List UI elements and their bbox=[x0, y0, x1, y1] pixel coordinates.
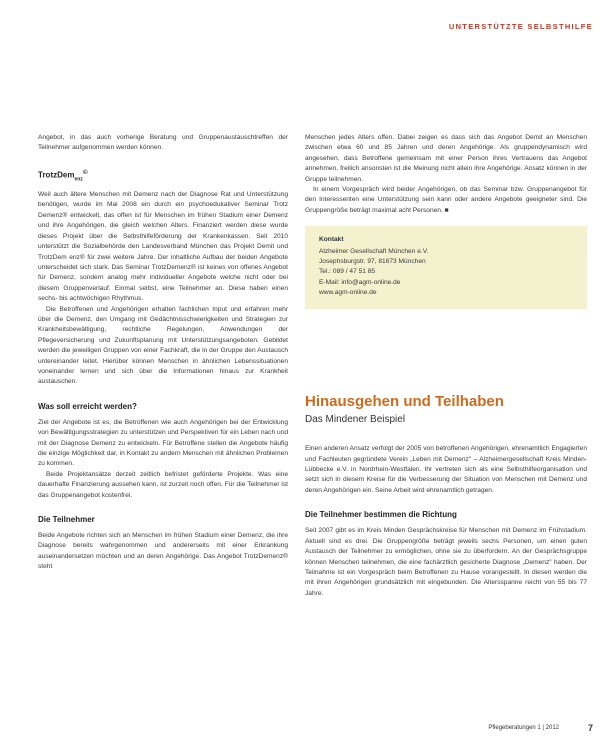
paragraph: Ziel der Angebote ist es, die Betroffenen wie auch Angehörigen bei der Entwicklung von Bewältigungsstrategien zu unterstützen und Perspektiven für ein Leben nach und mit der Diagnose Demenz zu entwickeln. Für Betroffene stellen die Angebote häufig die einzige Möglichkeit dar, in Kontakt zu andern Menschen mit ähnlichen Problemen zu kommen. bbox=[38, 418, 288, 468]
section-kicker: UNTERSTÜTZTE SELBSTHILFE bbox=[448, 22, 593, 31]
heading-richtung: Die Teilnehmer bestimmen die Richtung bbox=[305, 510, 457, 520]
contact-box bbox=[305, 226, 587, 309]
paragraph: Seit 2007 gibt es im Kreis Minden Gesprächskreise für Menschen mit Demenz im Frühstadium. Aktuell sind es drei. Die Gruppengröße beträgt jeweils sechs Personen, um einen guten Austausch der Teilnehmer zu ermöglichen, ohne sie zu überfordern. An der Gesprächsgruppe können Menschen teilnehmen, die eine fachärztlich gesicherte Diagnose „Demenz" haben. Der Teilnahme ist ein Vorgespräch beim Betroffenen zu Hause vorangestellt. In diesen werden die mit ihren Angehörigen grundsätzlich mit eingebunden. Die Altersspanne reicht von 55 bis 77 Jahre. bbox=[305, 527, 587, 597]
article-subhead: Das Mindener Beispiel bbox=[305, 414, 406, 426]
journal-footer: Pflegeberatungen 1 | 2012 bbox=[488, 725, 559, 731]
heading-ziel: Was soll erreicht werden? bbox=[38, 401, 137, 411]
right-column bbox=[305, 133, 587, 599]
heading-trotzdemenz: TrotzDem$_{enz}$© bbox=[38, 168, 88, 183]
paragraph: Die Betroffenen und Angehörigen erhalten fachlichen Input und erfahren mehr über die Demenz, den Umgang mit Gedächtnisschwierigkeiten und Strategien zur Krankheitsbewältigung, rechtliche Regelungen, Anwendungen der Pflegeversicherung und Zukunftsplanung mit Unterstützungsangeboten. Gebildet werden die jeweiligen Gruppen von einer Fachkraft, die in der Gruppe den Austausch untereinander leitet. Hierüber können Menschen in ähnlichen Lebenssituationen voneinander lernen und sich über die Informationen hinaus zur Krankheit austauschen. bbox=[38, 305, 288, 386]
contact-phone: Tel.: 089 / 47 51 85 bbox=[319, 268, 376, 276]
contact-label: Kontakt bbox=[319, 236, 344, 244]
paragraph: Menschen jedes Alters offen. Dabei zeigen es dass sich das Angebot Demit an Menschen zwischen etwa 60 und 85 Jahren und deren Angehörige. Als gruppendynamisch wird angesehen, dass Betroffene gemeinsam mit einer Person ihres Vertrauens das Angebot annehmen, freilich ansonsten ist die Meinung nicht allein ihre Angehörige. Ansatz können in der Gruppe teilnehmen. bbox=[305, 134, 587, 183]
contact-email[interactable]: E-Mail: info@agm-online.de bbox=[319, 278, 401, 286]
article-headline: Hinausgehen und Teilhaben bbox=[305, 393, 504, 411]
page-number: 7 bbox=[587, 723, 593, 733]
paragraph: In einem Vorgespräch wird beider Angehörigen, ob das Seminar bzw. Gruppenangebot für den Interessenten eine Unterstützung sein kann oder andere Angebote geeigneter sind. Die Gruppengröße beträgt maximal acht Personen. ■ bbox=[305, 186, 587, 214]
paragraph: Weil auch ältere Menschen mit Demenz nach der Diagnose Rat und Unterstützung benötigen, wurde im Mai 2008 ein durch ein psychoedukativer Seminar Trotz Demenz® entwickelt, das offen ist für Menschen im frühen Stadium einer Demenz und ihre Angehörigen, die gleich welchen Alters. Finanziert werden diese wurde dieses Projekt über die Selbsthilfeförderung der Krankenkassen. Seit 2010 unterstützt die Sozialbehörde den Landesverband München das Projekt Demit und TrotzDem enz® für zwei weitere Jahre. Der inhaltliche Aufbau der beiden Angebote unterscheidet sich stark. Das Seminar TrotzDemenz® ist keines von offenes Angebot für Demenz, sondern analog mehr individueller Angebote welche nicht oder bei diesem Gruppenverlauf. Einmal selbst, eine Teilnehmer an. Diese haben einen sechs- bis achtwöchigen Rhythmus. bbox=[38, 191, 288, 303]
contact-org: Alzheimer Gesellschaft München e.V. bbox=[319, 247, 429, 255]
heading-teilnehmer: Die Teilnehmer bbox=[38, 515, 95, 525]
left-column bbox=[38, 133, 288, 573]
intro-paragraph: Angebot, in das auch vorherige Beratung und Gruppenaustauschtreffen der Teilnehmer aufgenommen werden können. bbox=[38, 134, 288, 152]
paragraph: Beide Angebote richten sich an Menschen im frühen Stadium einer Demenz, die ihre Diagnose bereits wahrgenommen und andererseits mit einer Erkrankung auseinandersetzen möchten und an deren Angehörige. Das Angebot TrotzDemenz® steht bbox=[38, 532, 288, 571]
paragraph: Beide Projektansätze derzeit zeitlich befristet geförderte Projekte. Was eine dauerhafte Finanzierung aussehen kann, ist zurzeit noch offen. Für die Teilnehmer ist das Gruppenangebot kostenfrei. bbox=[38, 470, 288, 499]
contact-street: Josephsburgstr. 97, 81673 München bbox=[319, 258, 426, 266]
paragraph: Einen anderen Ansatz verfolgt der 2005 von betroffenen Angehörigen, ehrenamtlich Engagierten und Fachleuten gegründete Verein „Leben mit Demenz" – Alzheimergesellschaft Kreis Minden-Lübbecke e.V. in Nordrhein-Westfalen. Ihr vertreten sich als eine Selbsthilfeorganisation und setzt sich in diesem Kreise für die Verbesserung der Situation von Menschen mit Demenz und deren Angehörigen ein. Seine Arbeit wird ehrenamtlich getragen. bbox=[305, 445, 587, 494]
contact-web-link[interactable]: www.agm-online.de bbox=[319, 289, 377, 297]
